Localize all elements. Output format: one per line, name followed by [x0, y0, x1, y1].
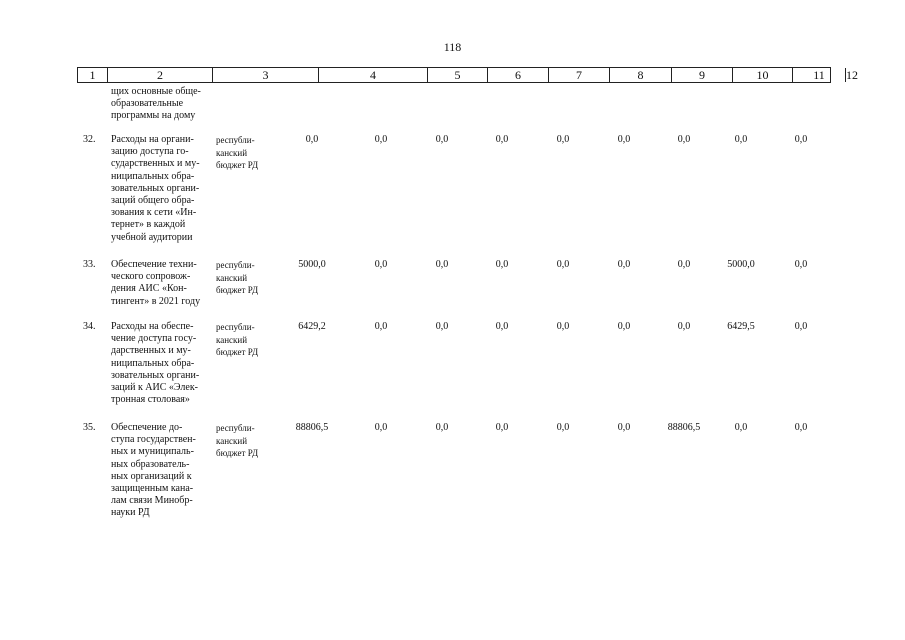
row-description-line: лам связи Минобр- — [111, 495, 193, 507]
row-value-col-10: 0,0 — [677, 259, 691, 270]
row-number: 34. — [83, 321, 96, 332]
row-budget-source-line: канский — [216, 272, 248, 283]
row-value-col-8: 0,0 — [556, 259, 570, 270]
row-description-line: Расходы на органи- — [111, 134, 194, 145]
row-value-col-5: 0,0 — [374, 134, 388, 145]
row-value-col-9: 0,0 — [617, 134, 631, 145]
row-value-col-6: 0,0 — [435, 259, 449, 270]
table-header-row — [77, 67, 858, 83]
row-description-line: тронная столовая» — [111, 394, 190, 406]
row-value-col-6: 0,0 — [435, 422, 449, 433]
header-cell-1: 1 — [89, 68, 96, 82]
row-value-col-7: 0,0 — [495, 321, 509, 332]
row-budget-source-line: республи- — [216, 260, 255, 270]
row-value-col-10: 88806,5 — [667, 422, 701, 433]
header-cell-12: 12 — [846, 68, 858, 82]
row-description-line: ных образователь- — [111, 458, 190, 470]
row-description-line: ных организаций к — [111, 470, 192, 482]
row-description-line: учебной аудитории — [111, 231, 193, 243]
row-value-col-5: 0,0 — [374, 321, 388, 332]
header-cell-3: 3 — [212, 68, 318, 82]
row-description-line: тингент» в 2021 году — [111, 295, 201, 307]
row-budget-source-line: бюджет РД — [216, 448, 259, 458]
row-value-col-9: 0,0 — [617, 321, 631, 332]
row-number: 33. — [83, 259, 96, 270]
row-value-col-6: 0,0 — [435, 134, 449, 145]
header-cell-2: 2 — [107, 68, 212, 82]
row-description-line: защищенным кана- — [111, 483, 194, 494]
row-description-line: ступа государствен- — [111, 434, 196, 446]
header-cell-10: 10 — [732, 68, 792, 82]
row-description-line: сударственных и му- — [111, 158, 200, 170]
row-value-col-6: 0,0 — [435, 321, 449, 332]
row-budget-source-line: канский — [216, 435, 248, 446]
row-budget-source-line: канский — [216, 147, 248, 158]
row-description-line: дения АИС «Кон- — [111, 283, 187, 295]
row-budget-source-line: канский — [216, 334, 248, 345]
row-description-line: ческого сопровож- — [111, 271, 191, 283]
header-cell-7: 7 — [548, 68, 609, 82]
header-cell-8: 8 — [609, 68, 671, 82]
row-description-line: Обеспечение до- — [111, 422, 183, 433]
row-value-col-8: 0,0 — [556, 134, 570, 145]
header-cell-11: 11 — [792, 68, 845, 82]
page-number: 118 — [443, 40, 462, 54]
row-value-col-12: 0,0 — [794, 134, 808, 145]
row-budget-source-line: республи- — [216, 135, 255, 145]
row-budget-source-line: республи- — [216, 423, 255, 433]
header-cell-9: 9 — [671, 68, 732, 82]
row-budget-source-line: бюджет РД — [216, 347, 259, 357]
row-description-line: зацию доступа го- — [111, 146, 189, 158]
row-description-line: ниципальных обра- — [111, 357, 195, 369]
row-value-col-12: 0,0 — [794, 422, 808, 433]
row-description-line: Расходы на обеспе- — [111, 321, 194, 332]
row-value-col-5: 0,0 — [374, 259, 388, 270]
row-number: 32. — [83, 134, 96, 145]
row-value-col-4: 0,0 — [305, 134, 319, 145]
row-budget-source-line: бюджет РД — [216, 285, 259, 295]
row-value-col-7: 0,0 — [495, 422, 509, 433]
row-value-col-4: 5000,0 — [298, 259, 326, 270]
row-description-line: ных и муниципаль- — [111, 446, 194, 458]
row-value-col-9: 0,0 — [617, 259, 631, 270]
row-budget-source-line: бюджет РД — [216, 160, 259, 170]
row-description-line: зовательных органи- — [111, 369, 200, 381]
row-description-line: заций к АИС «Элек- — [111, 382, 199, 393]
row-value-col-4: 88806,5 — [295, 422, 329, 433]
row-description-line: чение доступа госу- — [111, 333, 197, 345]
continuation-line: образовательные — [111, 98, 184, 110]
row-description-line: заций общего обра- — [111, 195, 195, 206]
row-value-col-8: 0,0 — [556, 321, 570, 332]
row-value-col-12: 0,0 — [794, 259, 808, 270]
row-budget-source-line: республи- — [216, 322, 255, 332]
row-value-col-9: 0,0 — [617, 422, 631, 433]
row-value-col-11: 5000,0 — [727, 259, 755, 270]
row-value-col-11: 0,0 — [734, 422, 748, 433]
row-number: 35. — [83, 422, 96, 433]
continuation-line: программы на дому — [111, 110, 196, 122]
row-description-line: ниципальных обра- — [111, 170, 195, 182]
row-value-col-8: 0,0 — [556, 422, 570, 433]
row-value-col-5: 0,0 — [374, 422, 388, 433]
row-value-col-11: 6429,5 — [727, 321, 755, 332]
row-value-col-7: 0,0 — [495, 134, 509, 145]
row-description-line: Обеспечение техни- — [111, 259, 197, 270]
row-value-col-12: 0,0 — [794, 321, 808, 332]
row-description-line: тернет» в каждой — [111, 219, 186, 231]
row-description-line: дарственных и му- — [111, 345, 191, 357]
row-value-col-4: 6429,2 — [298, 321, 326, 332]
header-cell-4: 4 — [318, 68, 427, 82]
header-cell-6: 6 — [487, 68, 548, 82]
row-value-col-7: 0,0 — [495, 259, 509, 270]
row-value-col-10: 0,0 — [677, 321, 691, 332]
row-description-line: зования к сети «Ин- — [111, 207, 197, 219]
row-description-line: науки РД — [111, 507, 150, 519]
header-cell-5: 5 — [427, 68, 487, 82]
continuation-line: щих основные обще- — [111, 86, 201, 97]
row-value-col-11: 0,0 — [734, 134, 748, 145]
row-description-line: зовательных органи- — [111, 182, 200, 194]
row-value-col-10: 0,0 — [677, 134, 691, 145]
